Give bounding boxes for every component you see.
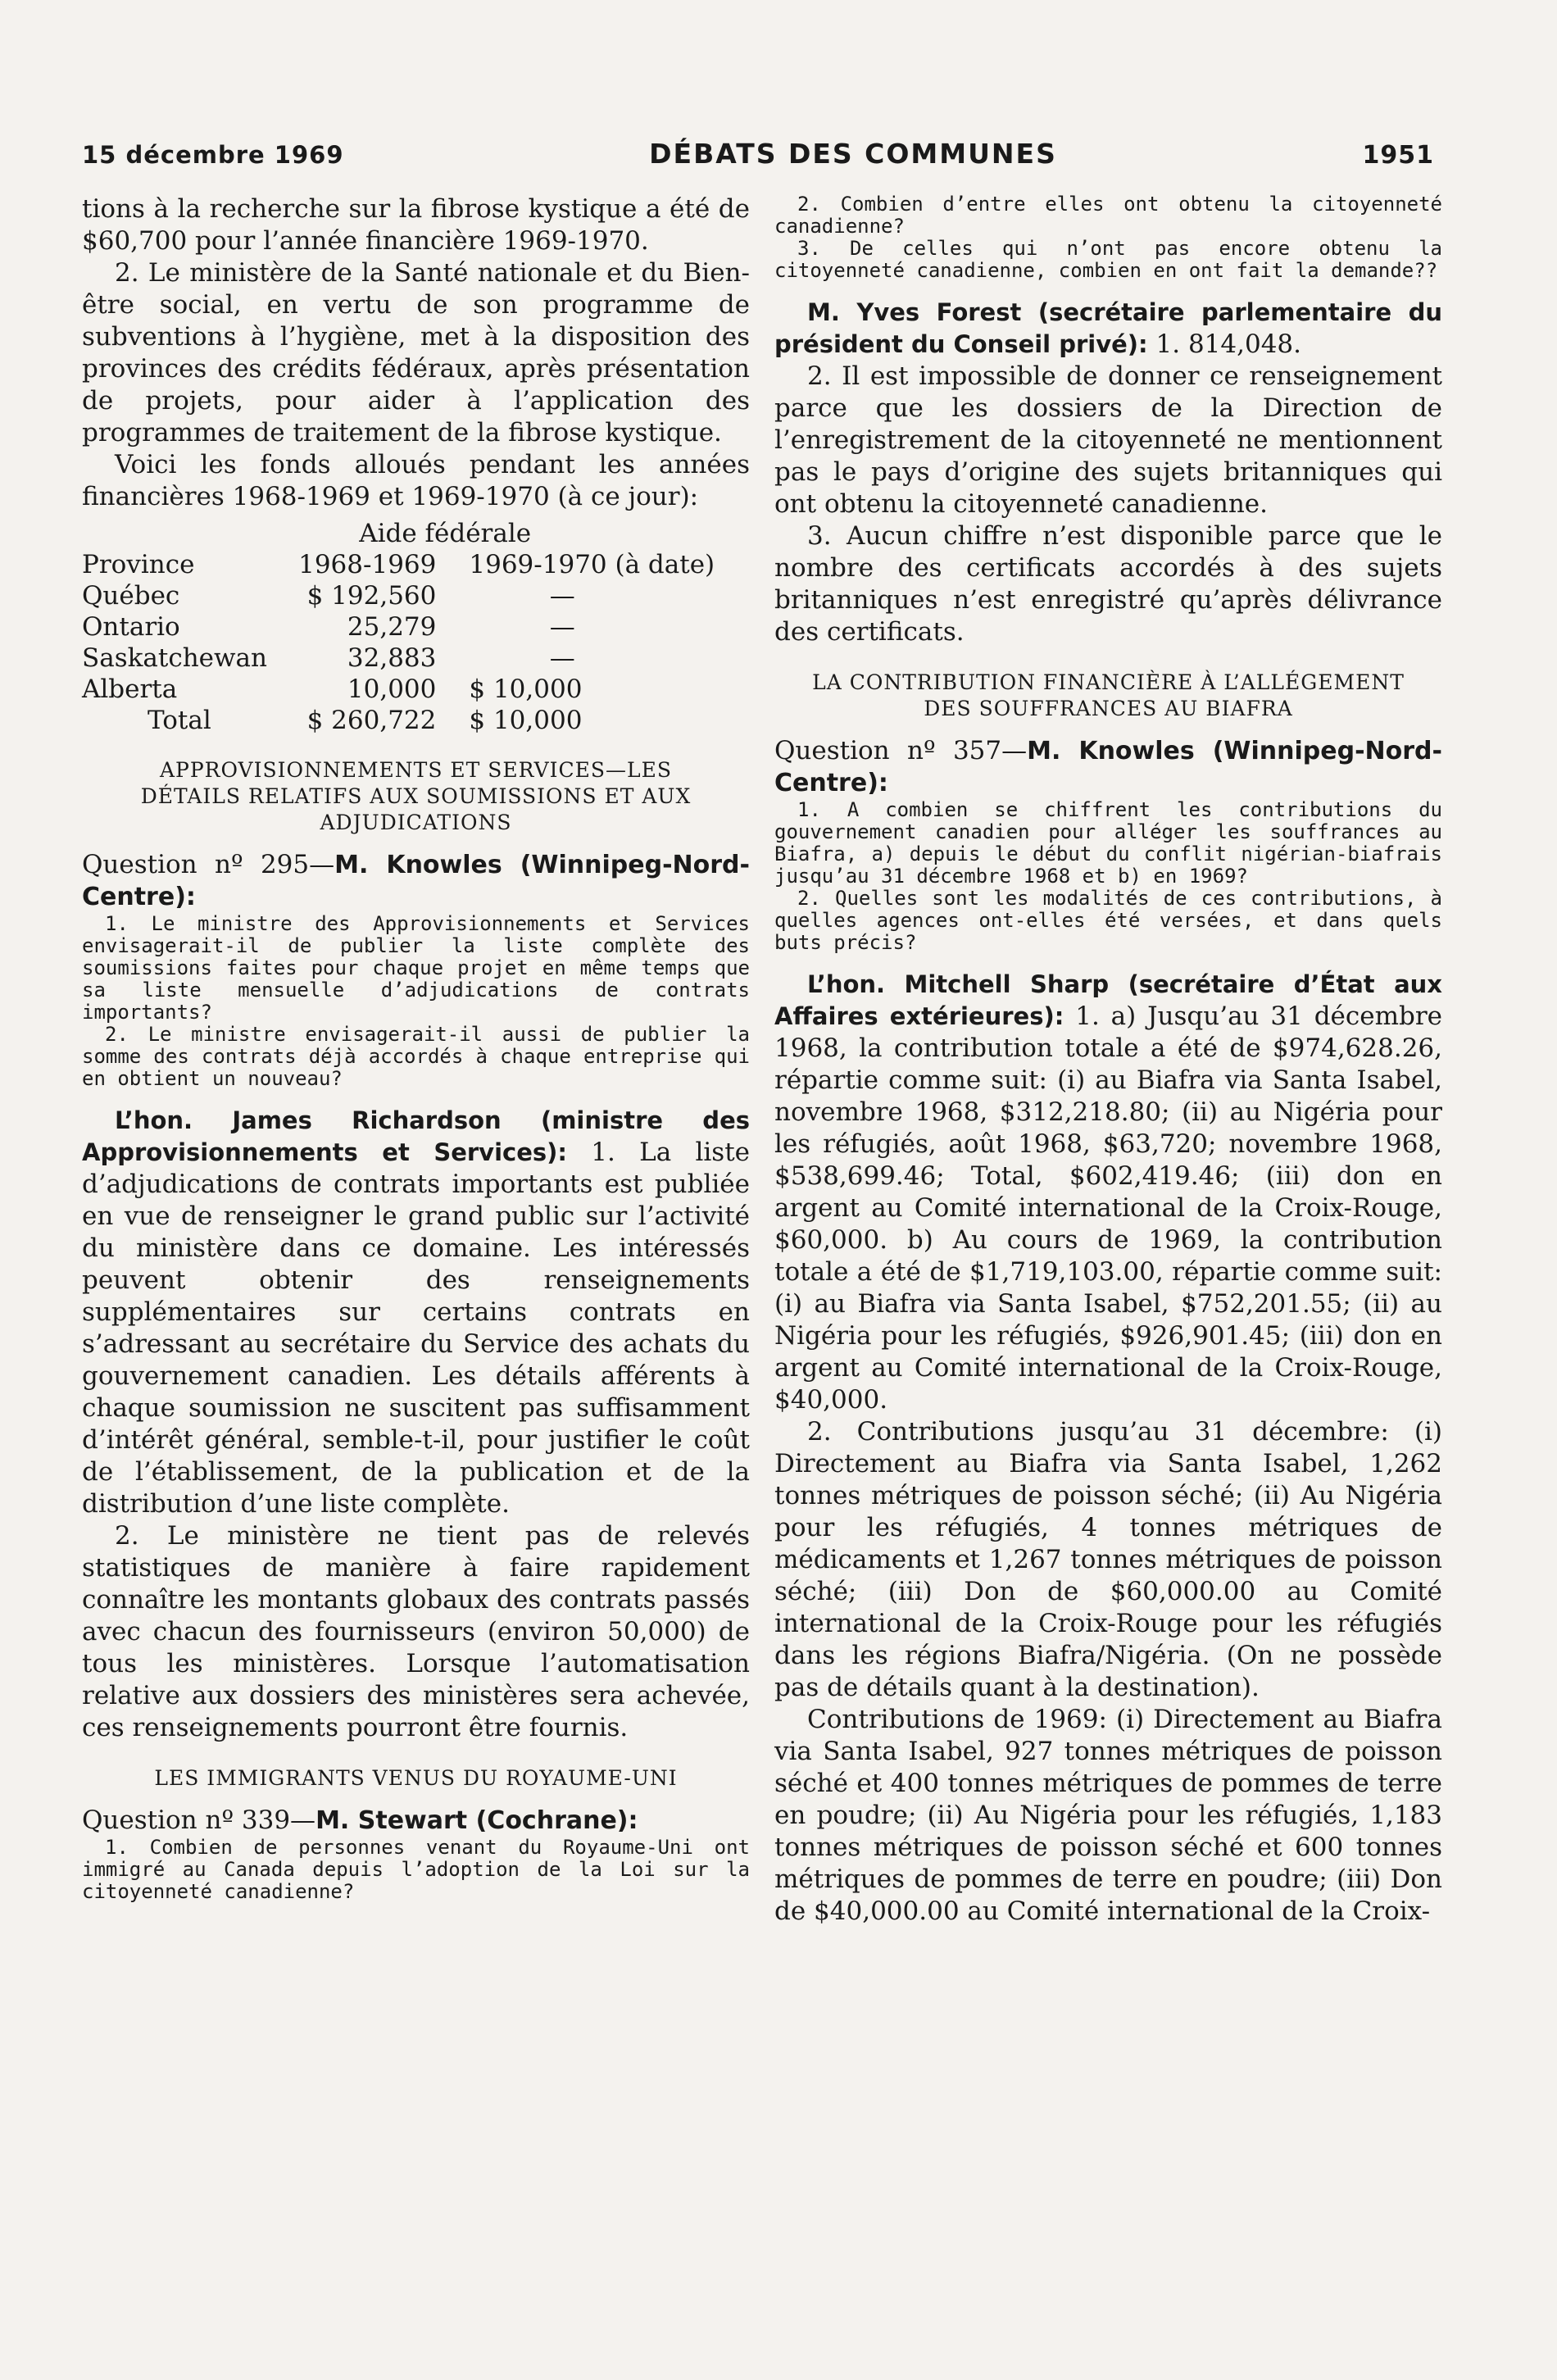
question-text <box>82 1837 750 1903</box>
question-member: M. Knowles (Winnipeg-Nord-Centre): <box>774 737 1442 797</box>
federal-aid-table <box>82 518 738 736</box>
table-cell: Alberta <box>82 674 178 704</box>
table-cell: — <box>549 643 575 673</box>
table-cell: Total <box>148 706 211 735</box>
question-text <box>774 193 1442 282</box>
answer-paragraph: 2. Il est impossible de donner ce renseignement parce que les dossiers de la Direction de l’enregistrement de la citoyenneté ne mentionnent pas le pays d’origine des sujets britanniques qui ont obtenu la citoyenneté canadienne. <box>774 361 1442 519</box>
question-label: Question nº 295— <box>82 850 335 879</box>
question-item: 1. Le ministre des Approvisionnements et Services envisagerait-il de publier la liste complète des soumissions faites pour chaque projet en même temps que sa liste mensuelle d’adjudications de contrats importants? <box>82 912 750 1024</box>
answer-paragraph <box>82 1105 750 1520</box>
question-label: Question nº 357— <box>774 736 1028 765</box>
question-label: Question nº 339— <box>82 1805 316 1835</box>
header-title: DÉBATS DES COMMUNES <box>649 138 1057 170</box>
table-row <box>82 580 738 611</box>
answer-text: 1. La liste d’adjudications de contrats importants est publiée en vue de renseigner le grand public sur l’activité du ministère dans ce domaine. Les intéressés peuvent obtenir des renseignements supplémentaires sur certains contrats en s’adressant au secrétaire du Service des achats du gouvernement canadien. Les détails afférents à chaque soumission ne suscitent pas suffisamment d’intérêt général, semble-t-il, pour justifier le coût de l’établissement, de la publication et de la distribution d’une liste complète. <box>82 1138 751 1519</box>
left-column <box>82 193 750 1903</box>
header-date: 15 décembre 1969 <box>82 141 344 169</box>
table-header: 1968-1969 <box>298 550 437 579</box>
answer-paragraph: 2. Contributions jusqu’au 31 décembre: (i) Directement au Biafra via Santa Isabel, 1,262 tonnes métriques de poisson séché; (ii) Au Nigéria pour les réfugiés, 4 tonnes métriques de médicaments et 1,267 tonnes métriques de poisson séché; (iii) Don de $60,000.00 au Comité international de la Croix-Rouge pour les réfugiés dans les régions Biafra/Nigéria. (On ne possède pas de détails quant à la destination). <box>774 1417 1442 1702</box>
table-cell: $ 192,560 <box>306 581 437 611</box>
answer-paragraph: 3. Aucun chiffre n’est disponible parce que le nombre des certificats accordés à des sujets britanniques n’est enregistré qu’après délivrance des certificats. <box>774 521 1442 647</box>
table-header: 1969-1970 (à date) <box>469 550 715 579</box>
table-cell: Québec <box>82 581 180 611</box>
answer-paragraph: Contributions de 1969: (i) Directement au Biafra via Santa Isabel, 927 tonnes métriques de poisson séché et 400 tonnes métriques de pommes de terre en poudre; (ii) Au Nigéria pour les réfugiés, 1,183 tonnes métriques de poisson séché et 600 tonnes métriques de pommes de terre en poudre; (iii) Don de $40,000.00 au Comité international de la Croix- <box>774 1705 1442 1926</box>
table-cell: $ 10,000 <box>469 674 583 704</box>
paragraph: 2. Le ministère de la Santé nationale et du Bien-être social, en vertu de son programme de subventions à l’hygiène, met à la disposition des provinces des crédits fédéraux, après présentation de projets, pour aider à l’application des programmes de traitement de la fibrose kystique. <box>82 258 750 447</box>
question-member: M. Knowles (Winnipeg-Nord-Centre): <box>82 851 750 911</box>
table-cell: $ 260,722 <box>306 706 437 735</box>
table-cell: 10,000 <box>347 674 437 704</box>
question-item: 2. Quelles sont les modalités de ces contributions, à quelles agences ont-elles été versées, et dans quels buts précis? <box>774 887 1442 954</box>
question-line <box>82 1805 750 1837</box>
question-line <box>82 849 750 913</box>
answer-paragraph <box>774 297 1442 361</box>
table-cell: 32,883 <box>347 643 437 673</box>
answer-paragraph <box>774 969 1442 1416</box>
question-member: M. Stewart (Cochrane): <box>315 1806 638 1835</box>
table-cell: Saskatchewan <box>82 643 268 673</box>
question-item: 1. Combien de personnes venant du Royaume-Uni ont immigré au Canada depuis l’adoption de la Loi sur la citoyenneté canadienne? <box>82 1836 750 1903</box>
section-heading: APPROVISIONNEMENTS ET SERVICES—LES DÉTAILS RELATIFS AUX SOUMISSIONS ET AUX ADJUDICATIONS <box>140 758 692 834</box>
question-text <box>82 913 750 1090</box>
question-item: 2. Le ministre envisagerait-il aussi de publier la somme des contrats déjà accordés à chaque entreprise qui en obtient un nouveau? <box>82 1023 750 1090</box>
table-cell: 25,279 <box>347 612 437 642</box>
table-row <box>82 611 738 643</box>
table-cell: $ 10,000 <box>469 706 583 735</box>
page-header <box>82 138 1434 170</box>
table-cell: Ontario <box>82 612 180 642</box>
table-row <box>82 674 738 705</box>
speaker-name: M. Yves Forest (secrétaire parlementaire du président du Conseil privé): <box>774 298 1442 358</box>
table-cell: — <box>549 612 575 642</box>
page-number: 1951 <box>1362 141 1434 170</box>
question-item: 3. De celles qui n’ont pas encore obtenu la citoyenneté canadienne, combien en ont fait la demande?? <box>774 237 1442 282</box>
answer-text: 1. a) Jusqu’au 31 décembre 1968, la contribution totale a été de $974,628.26, répartie comme suit: (i) au Biafra via Santa Isabel, novembre 1968, $312,218.80; (ii) au Nigéria pour les réfugiés, août 1968, $63,720; novembre 1968, $538,699.46; Total, $602,419.46; (iii) don en argent au Comité international de la Croix-Rouge, $60,000. b) Au cours de 1969, la contribution totale a été de $1,719,103.00, répartie comme suit: (i) au Biafra via Santa Isabel, $752,201.55; (ii) au Nigéria pour les réfugiés, $926,901.45; (iii) don en argent au Comité international de la Croix-Rouge, $40,000. <box>774 1002 1443 1415</box>
question-item: 2. Combien d’entre elles ont obtenu la citoyenneté canadienne? <box>774 193 1442 238</box>
speaker-name: L’hon. James Richardson (ministre des Approvisionnements et Services): <box>82 1106 750 1166</box>
right-column <box>774 193 1442 1928</box>
question-line <box>774 735 1442 799</box>
section-heading: LA CONTRIBUTION FINANCIÈRE À L’ALLÉGEMENT DES SOUFFRANCES AU BIAFRA <box>812 670 1405 720</box>
question-item: 1. A combien se chiffrent les contributions du gouvernement canadien pour alléger les souffrances au Biafra, a) depuis le début du conflit nigérian-biafrais jusqu’au 31 décembre 1968 et b) en 1969? <box>774 798 1442 888</box>
table-cell: — <box>549 581 575 611</box>
paragraph: Voici les fonds alloués pendant les années financières 1968-1969 et 1969-1970 (à ce jour): <box>82 450 750 511</box>
speaker-name: L’hon. Mitchell Sharp (secrétaire d’État aux Affaires extérieures): <box>774 970 1442 1030</box>
table-caption: Aide fédérale <box>359 519 532 548</box>
answer-paragraph: 2. Le ministère ne tient pas de relevés statistiques de manière à faire rapidement connaître les montants globaux des contrats passés avec chacun des fournisseurs (environ 50,000) de tous les ministères. Lorsque l’automatisation relative aux dossiers des ministères sera achevée, ces renseignements pourront être fournis. <box>82 1521 750 1742</box>
table-header: Province <box>82 550 195 579</box>
section-heading: LES IMMIGRANTS VENUS DU ROYAUME-UNI <box>154 1766 678 1790</box>
table-row <box>82 643 738 674</box>
table-total-row <box>82 705 738 736</box>
paragraph: tions à la recherche sur la fibrose kystique a été de $60,700 pour l’année financière 1969-1970. <box>82 194 750 256</box>
question-text <box>774 799 1442 954</box>
answer-text: 1. 814,048. <box>1155 329 1301 359</box>
